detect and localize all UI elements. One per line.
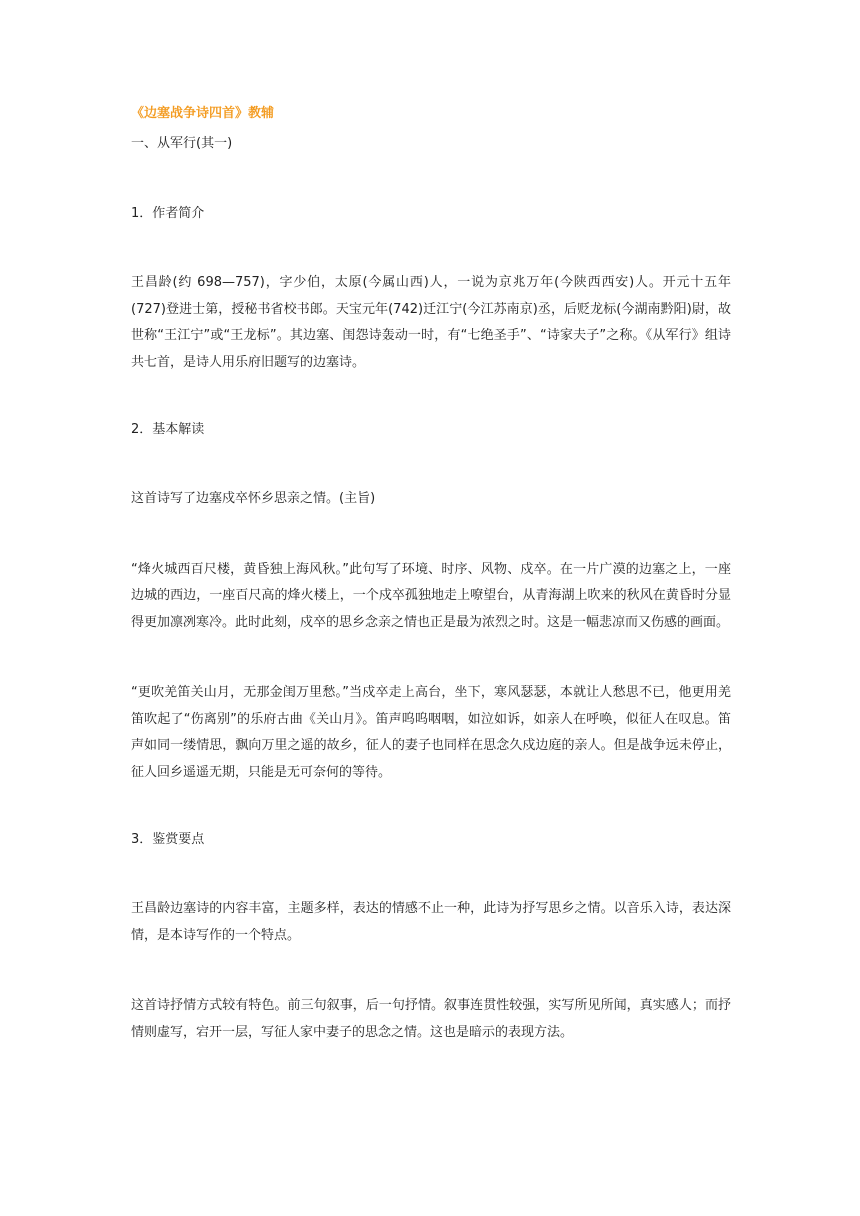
- heading-basic-reading: 2．基本解读: [131, 422, 205, 437]
- heading-author-intro: 1．作者简介: [131, 206, 205, 221]
- heading-appreciation: 3．鉴赏要点: [131, 832, 205, 847]
- paragraph-lines-1-2: “烽火城西百尺楼，黄昏独上海风秋。”此句写了环境、时序、风物、戍卒。在一片广漠的边塞之上，一座边城的西边，一座百尺高的烽火楼上，一个戍卒孤独地走上嘹望台，从青海湖上吹来的秋风在黄昏时分显得更加凛冽寒冷。此时此刻，戍卒的思乡念亲之情也正是最为浓烈之时。这是一幅悲凉而又伤感的画面。: [131, 561, 731, 630]
- document-body: [131, 104, 731, 1046]
- section-heading-1: 一、从军行(其一): [131, 136, 233, 151]
- paragraph-theme: 这首诗写了边塞戍卒怀乡思亲之情。(主旨): [131, 491, 376, 506]
- paragraph-lines-3-4: “更吹羌笛关山月，无那金闺万里愁。”当戍卒走上高台，坐下，寒风瑟瑟，本就让人愁思不已，他更用羌笛吹起了“伤离别”的乐府古曲《关山月》。笛声呜呜咽咽，如泣如诉，如亲人在呼唤，似征人在叹息。笛声如同一缕情思，飘向万里之遥的故乡，征人的妻子也同样在思念久戍边庭的亲人。但是战争远未停止，征人回乡遥遥无期，只能是无可奈何的等待。: [131, 685, 731, 780]
- paragraph-appreciation-1: 王昌龄边塞诗的内容丰富，主题多样，表达的情感不止一种，此诗为抒写思乡之情。以音乐入诗，表达深情，是本诗写作的一个特点。: [131, 901, 731, 943]
- paragraph-appreciation-2: 这首诗抒情方式较有特色。前三句叙事，后一句抒情。叙事连贯性较强，实写所见所闻，真实感人；而抒情则虚写，宕开一层，写征人家中妻子的思念之情。这也是暗示的表现方法。: [131, 998, 731, 1040]
- paragraph-author-intro: 王昌龄(约 698—757)，字少伯，太原(今属山西)人，一说为京兆万年(今陕西西安)人。开元十五年(727)登进士第，授秘书省校书郎。天宝元年(742)迁江宁(今江苏南京)丞，后贬龙标(今湖南黔阳)尉，故世称“王江宁”或“王龙标”。其边塞、闺怨诗轰动一时，有“七绝圣手”、“诗家夫子”之称。《从军行》组诗共七首，是诗人用乐府旧题写的边塞诗。: [131, 275, 731, 370]
- document-title: 《边塞战争诗四首》教辅: [131, 106, 275, 121]
